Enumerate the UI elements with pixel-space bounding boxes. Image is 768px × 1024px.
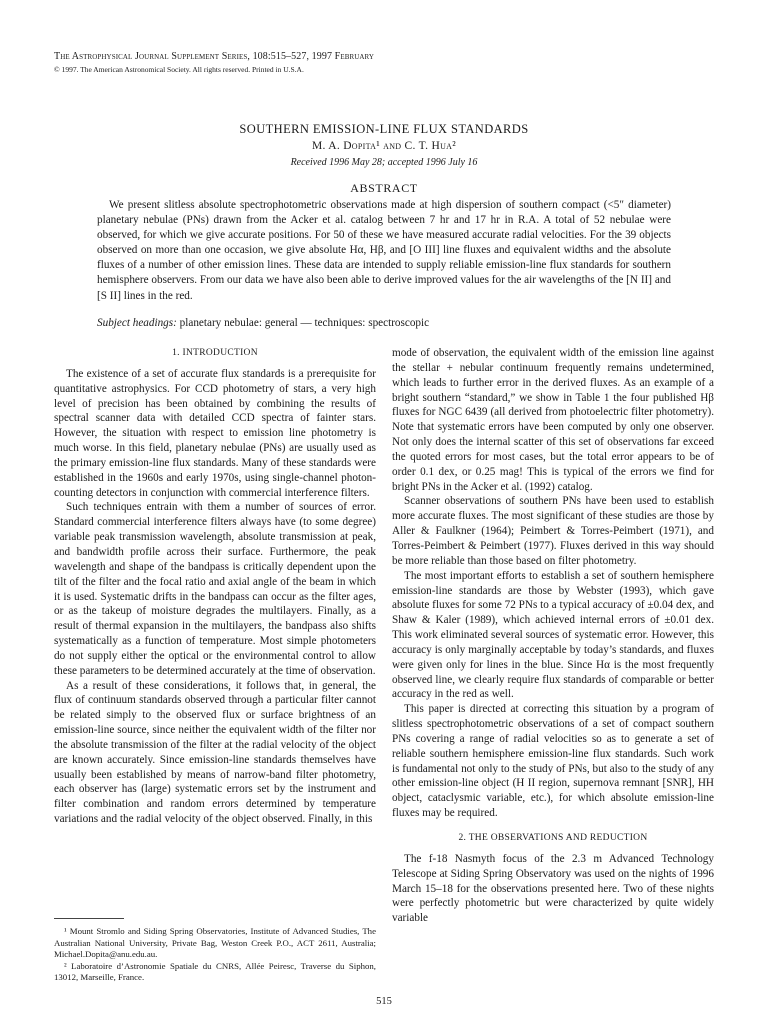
paragraph: This paper is directed at correcting this situation by a program of slitless spectrophotometric observations of a set of compact southern PNs covering a range of radial velocities so as to generate a set of reliable southern hemisphere emission-line flux standards. Such work is fundamental not only to the study of PNs, but also to the study of any other emission-line object (H II region, supernova remnant [SNR], HH object, cataclysmic variable, etc.), for which absolute emission-line fluxes may be required. [392, 703, 714, 820]
paragraph: The existence of a set of accurate flux standards is a prerequisite for quantitative astrophysics. For CCD photometry of stars, a very high level of precision has been obtained by combining the results of spectral scanner data with detailed CCD spectra of fainter stars. However, the situation with respect to emission line photometry is much worse. In this field, planetary nebulae (PNs) are usually used as the primary emission-line flux standards. Many of these standards were established in the 1960s and early 1970s, using single-channel photon-counting detectors in conjunction with commercial interference filters. [54, 367, 376, 499]
paragraph: The f-18 Nasmyth focus of the 2.3 m Advanced Technology Telescope at Siding Spring Observatory was used on the nights of 1996 March 15–18 for the observations presented here. Two of these nights were perfectly photometric but were characterized by quite widely variable [392, 852, 714, 925]
paper-title: SOUTHERN EMISSION-LINE FLUX STANDARDS [239, 122, 529, 136]
copyright-notice: © 1997. The American Astronomical Society. All rights reserved. Printed in U.S.A. [54, 65, 304, 74]
section-heading-introduction: 1. INTRODUCTION [172, 348, 258, 358]
footnotes [54, 926, 376, 984]
footnote-1: ¹ Mount Stromlo and Siding Spring Observatories, Institute of Advanced Studies, The Australian National University, Private Bag, Weston Creek P.O., ACT 2611, Australia; Michael.Dopita@anu.edu.au. [54, 926, 376, 960]
subject-headings-text: planetary nebulae: general — techniques: spectroscopic [179, 317, 430, 329]
abstract-body [97, 198, 671, 304]
received-dates: Received 1996 May 28; accepted 1996 July 16 [290, 157, 478, 168]
subject-headings [97, 316, 671, 331]
paragraph: mode of observation, the equivalent width of the emission line against the stellar + nebular continuum frequently remains undetermined, which leads to further error in the derived fluxes. As an example of a bright southern “standard,” we show in Table 1 the four published Hβ fluxes for NGC 6439 (all derived from photoelectric filter photometry). Note that systematic errors have been computed by only one observer. Not only does the internal scatter of this set of observations far exceed the quoted errors for most cases, but the total error appears to be of order 0.1 dex, or 0.25 mag! This is typical of the errors we find for bright PNs in the Acker et al. (1992) catalog. [392, 347, 714, 493]
journal-citation: The Astrophysical Journal Supplement Series, 108:515–527, 1997 February [54, 51, 375, 62]
page-number: 515 [376, 996, 392, 1007]
left-column [54, 346, 376, 827]
paragraph: Such techniques entrain with them a number of sources of error. Standard commercial interference filters always have (to some degree) variable peak transmission wavelength, absolute transmission at peak, and bandwidth profile across their surface. Furthermore, the peak wavelength and shape of the bandpass is critically dependent upon the tilt of the filter and the focal ratio and axial angle of the beam in which it is used. Systematic drifts in the bandpass can occur as the filter ages, or as the takeup of moisture degrades the multilayers. Finally, as a result of thermal expansion in the multilayers, the bandpass also shifts systematically as a function of temperature. Most simple photometers do not supply either the optical or the environmental control to allow these parameters to be determined accurately at the time of observation. [54, 501, 376, 677]
footnote-divider [54, 918, 124, 919]
paragraph: The most important efforts to establish a set of southern hemisphere emission-line standards are those by Webster (1993), which gave absolute fluxes for some 72 PNs to a typical accuracy of ±0.04 dex, and Shaw & Kaler (1989), which achieved internal errors of ±0.01 dex. This work eliminated several sources of systematic error. However, this accuracy is only marginally acceptable by today’s standards, and fluxes were given only for lines in the blue. Since Hα is the most frequently observed line, we clearly require flux standards of comparable or better accuracy in the red as well. [392, 569, 714, 701]
author-line: M. A. Dopita¹ and C. T. Hua² [312, 140, 456, 152]
section-heading-observations: 2. THE OBSERVATIONS AND REDUCTION [458, 833, 648, 843]
abstract-heading: ABSTRACT [350, 181, 418, 195]
abstract-text: We present slitless absolute spectrophotometric observations made at high dispersion of southern compact (<5″ diameter) planetary nebulae (PNs) drawn from the Acker et al. catalog between 7 hr and 17 hr in R.A. A total of 52 nebulae were observed, for which we give accurate positions. For 50 of these we have measured accurate radial velocities. For the 39 objects observed on more than one occasion, we give absolute Hα, Hβ, and [O III] line fluxes and equivalent widths and the absolute fluxes of a number of other emission lines. These data are intended to supply reliable emission-line flux standards for southern hemisphere observers. From our data we have also been able to derive improved values for the air wavelengths of the [N II] and [S II] lines in the red. [97, 199, 671, 302]
paragraph: As a result of these considerations, it follows that, in general, the flux of continuum standards observed through a particular filter cannot be related simply to the observed flux or surface brightness of an emission-line source, since neither the equivalent width of the filter nor the absolute transmission of the filter at the radial velocity of the object are known accurately. Since emission-line standards themselves have usually been established by means of narrow-band filter photometry, each observer has (large) systematic errors set by the instrument and filter combination and random errors determined by temperature variations and the radial velocity of the object observed. Finally, in this [54, 679, 376, 826]
subject-headings-label: Subject headings: [97, 317, 177, 329]
footnote-2: ² Laboratoire d’Astronomie Spatiale du CNRS, Allée Peiresc, Traverse du Siphon, 13012, Marseille, France. [54, 960, 376, 983]
paragraph: Scanner observations of southern PNs have been used to establish more accurate fluxes. The most significant of these studies are those by Aller & Faulkner (1964); Peimbert & Torres-Peimbert (1971), and Torres-Peimbert & Peimbert (1977). Fluxes derived in this way should be more reliable than those based on filter photometry. [392, 495, 714, 567]
right-column [392, 346, 714, 926]
